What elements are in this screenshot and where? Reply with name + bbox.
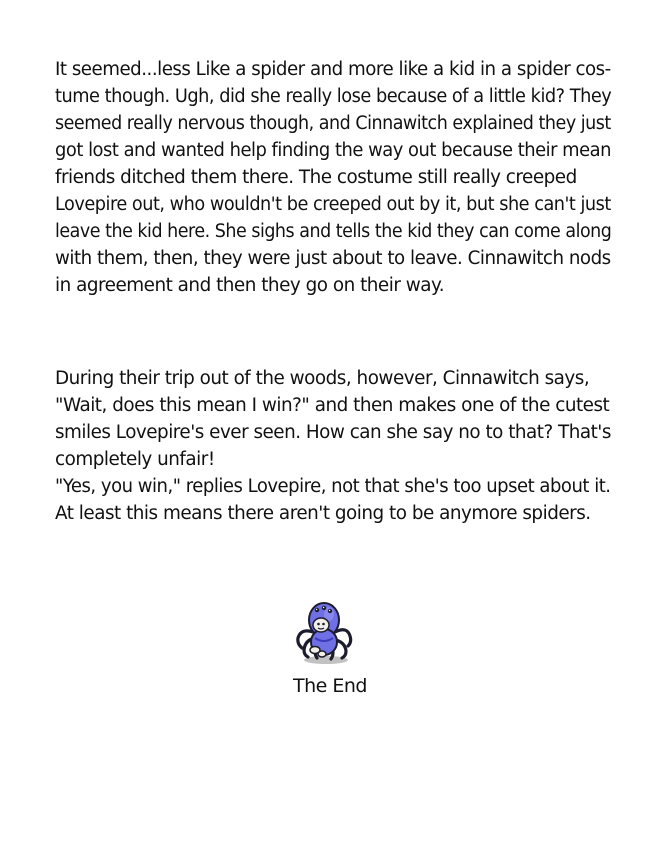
text-line: got lost and wanted help finding the way out because their mean bbox=[55, 140, 611, 161]
text-line: completely unfair! bbox=[55, 449, 215, 470]
text-line: smiles Lovepire's ever seen. How can she say no to that? That's bbox=[55, 422, 611, 443]
text-line: with them, then, they were just about to leave. Cinnawitch nods bbox=[55, 248, 611, 269]
spider-illustration bbox=[293, 598, 355, 666]
text-line: Lovepire out, who wouldn't be creeped out by it, but she can't just bbox=[55, 194, 611, 215]
text-line: in agreement and then they go on their way. bbox=[55, 275, 445, 296]
text-line: It seemed...less Like a spider and more like a kid in a spider cos- bbox=[55, 59, 611, 80]
text-line: At least this means there aren't going to be anymore spiders. bbox=[55, 503, 591, 524]
text-line: leave the kid here. She sighs and tells the kid they can come along bbox=[55, 221, 612, 242]
story-paragraph-2 bbox=[55, 365, 615, 527]
text-line: tume though. Ugh, did she really lose because of a little kid? They bbox=[55, 86, 612, 107]
text-line: friends ditched them there. The costume still really creeped bbox=[55, 167, 577, 188]
text-line: seemed really nervous though, and Cinnawitch explained they just bbox=[55, 113, 611, 134]
story-paragraph-1 bbox=[55, 56, 615, 299]
text-line: "Yes, you win," replies Lovepire, not that she's too upset about it. bbox=[55, 476, 611, 497]
the-end-label: The End bbox=[293, 675, 367, 697]
kid-face bbox=[313, 618, 329, 632]
spider-costume-kid-icon bbox=[293, 598, 355, 666]
text-line: During their trip out of the woods, however, Cinnawitch says, bbox=[55, 368, 590, 389]
text-line: "Wait, does this mean I win?" and then makes one of the cutest bbox=[55, 395, 610, 416]
